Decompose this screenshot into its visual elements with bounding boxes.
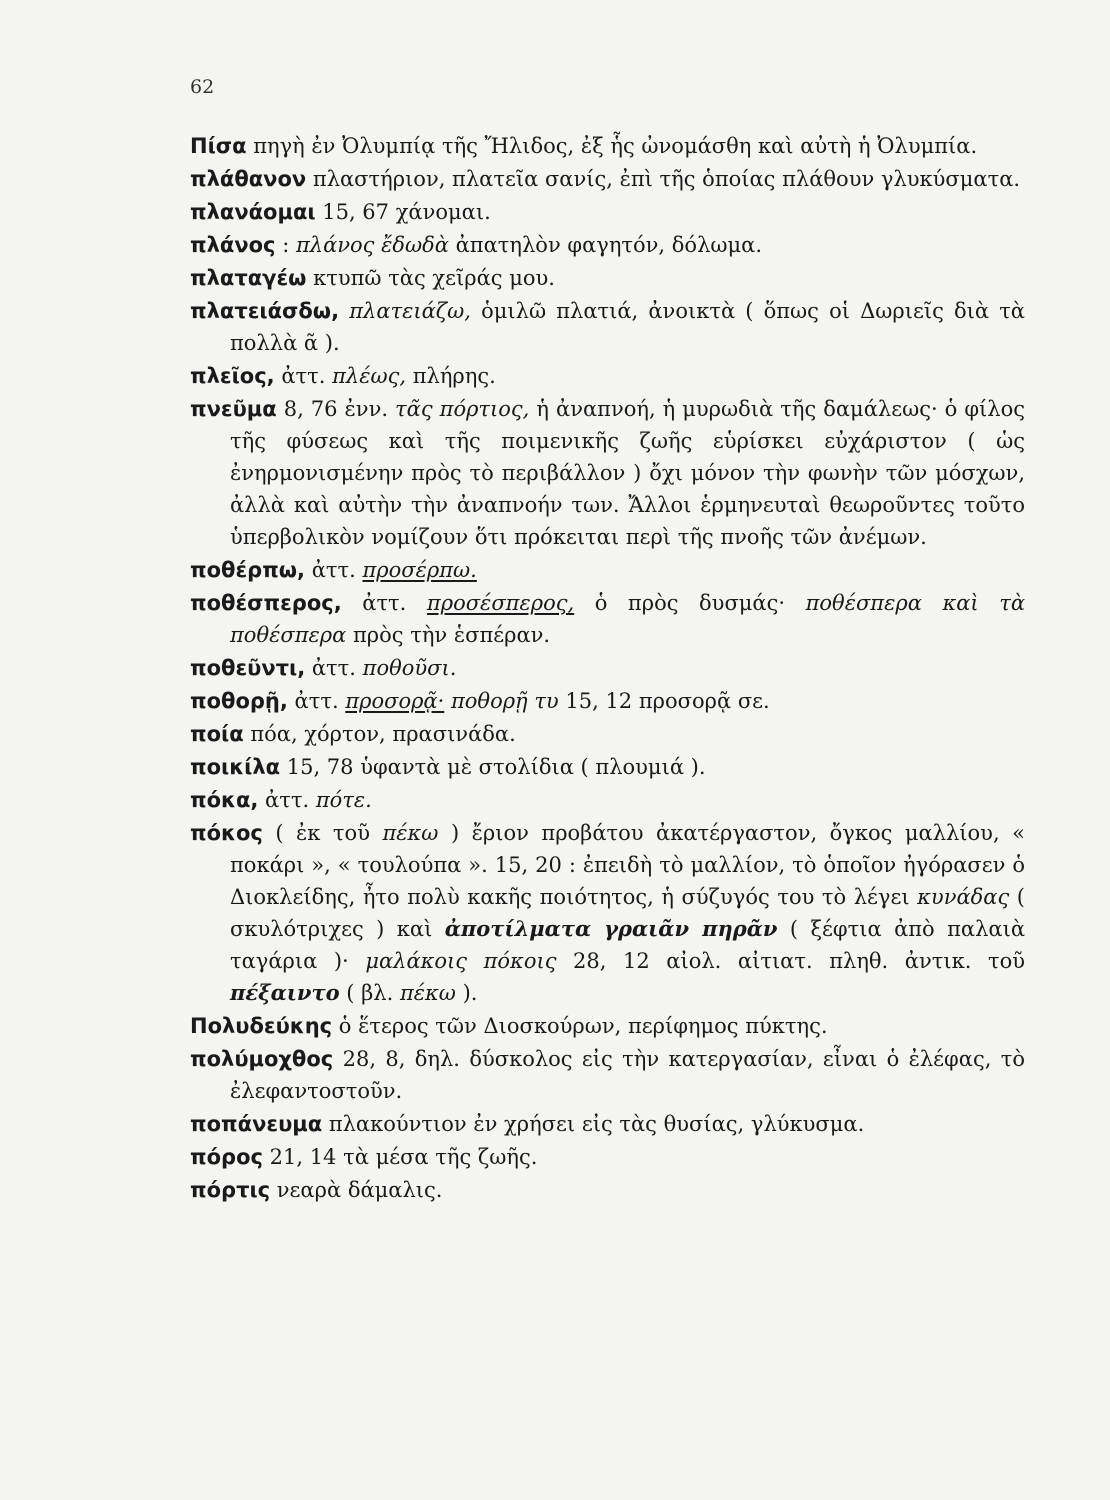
entry-definition-text: : <box>275 233 296 257</box>
entry-definition-text: πλακούντιον ἐν χρήσει εἰς τὰς θυσίας, γλύκυσμα. <box>322 1112 865 1136</box>
glossary-entries <box>190 130 1025 1207</box>
entry-citation-text: κυνάδας <box>917 885 1010 909</box>
glossary-entry <box>190 262 1025 294</box>
entry-citation-text: ποθέσπερα καὶ τὰ ποθέσπερα <box>230 591 1026 647</box>
entry-citation-text: πέκω <box>399 981 456 1005</box>
entry-definition-text: πλαστήριον, πλατεῖα σανίς, ἐπὶ τῆς ὁποίας πλάθουν γλυκύσματα. <box>306 167 1021 191</box>
glossary-entry <box>190 685 1025 717</box>
entry-definition-text: ὁ πρὸς δυσμάς· <box>574 591 806 615</box>
entry-definition-text: ἀττ. <box>341 591 427 615</box>
glossary-entry <box>190 1174 1025 1206</box>
entry-definition-text: ἀττ. <box>258 788 316 812</box>
entry-citation-text: πότε. <box>315 788 372 812</box>
page-number: 62 <box>190 76 215 98</box>
entry-definition-text: ( βλ. <box>339 981 400 1005</box>
glossary-entry <box>190 817 1025 1009</box>
glossary-entry <box>190 163 1025 195</box>
entry-definition-text: 28, 8, δηλ. δύσκολος εἰς τὴν κατεργασίαν, εἶναι ὁ ἐλέφας, τὸ ἐλεφαντοστοῦν. <box>230 1047 1025 1103</box>
entry-definition-text: ὁμιλῶ πλατιά, ἀνοικτὰ ( ὅπως οἱ Δωριεῖς διὰ τὰ πολλὰ ᾶ ). <box>230 299 1025 355</box>
glossary-entry <box>190 196 1025 228</box>
entry-definition-text: 15, 67 χάνομαι. <box>315 200 491 224</box>
entry-citation-text: πλέως, <box>332 364 407 388</box>
entry-definition-text: ἀττ. <box>305 558 363 582</box>
entry-headword: πνεῦμα <box>190 397 277 421</box>
entry-definition-text: ἡ ἀναπνοή, ἡ μυρωδιὰ τῆς δαμάλεως· ὁ φίλος τῆς φύσεως καὶ τῆς ποιμενικῆς ζωῆς εὑρίσκει εὐχάριστον ( ὡς ἐνηρμονισμένην πρὸς τὸ περιβάλλον ) ὄχι μόνον τὴν φωνὴν τῶν μόσχων, ἀλλὰ καὶ αὐτὴν τὴν ἀναπνοήν των. Ἄλλοι ἑρμηνευταὶ θεωροῦντες τοῦτο ὑπερβολικὸν νομίζουν ὅτι πρόκειται περὶ τῆς πνοῆς τῶν ἀνέμων. <box>230 397 1026 549</box>
entry-headword: πλάθανον <box>190 167 307 191</box>
entry-headword: Πίσα <box>190 134 247 158</box>
entry-headword: ποία <box>190 722 244 746</box>
entry-headword: πλεῖος, <box>190 364 275 388</box>
entry-headword: πολύμοχθος <box>190 1047 334 1071</box>
entry-headword: πόκος <box>190 821 263 845</box>
entry-definition-text: ἀττ. <box>305 656 363 680</box>
entry-definition-text: ὁ ἕτερος τῶν Διοσκούρων, περίφημος πύκτης. <box>332 1014 828 1038</box>
entry-definition-text: πηγὴ ἐν Ὀλυμπίᾳ τῆς Ἤλιδος, ἐξ ἧς ὠνομάσθη καὶ αὐτὴ ἡ Ὀλυμπία. <box>246 134 978 158</box>
entry-citation-text: ποθορῇ τυ <box>450 689 559 713</box>
glossary-entry <box>190 295 1025 359</box>
entry-definition-text: νεαρὰ δάμαλις. <box>270 1178 443 1202</box>
entry-citation-text: προσέσπερος, <box>426 591 575 615</box>
entry-definition-text: ) ἔριον προβάτου ἀκατέργαστον, ὄγκος μαλλίου, « ποκάρι », « τουλούπα ». 15, 20 : ἐπειδὴ τὸ μαλλίον, τὸ ὁποῖον ἠγόρασεν ὁ Διοκλείδης, ἦτο πολὺ κακῆς ποιότητος, ἡ σύζυγός του τὸ λέγει <box>230 821 1025 909</box>
glossary-entry <box>190 784 1025 816</box>
entry-definition-text: πόα, χόρτον, πρασινάδα. <box>243 722 516 746</box>
glossary-entry <box>190 393 1025 553</box>
entry-definition-text: ἀττ. <box>287 689 346 713</box>
entry-headword: πλάνος <box>190 233 276 257</box>
entry-definition-text: 15, 12 προσορᾷ σε. <box>558 689 770 713</box>
glossary-entry <box>190 360 1025 392</box>
entry-citation-text: πέκω <box>382 821 439 845</box>
entry-citation-text: πλάνος ἔδωδὰ <box>295 233 449 257</box>
entry-definition-text: ). <box>455 981 478 1005</box>
entry-citation-text: τᾶς πόρτιος, <box>395 397 530 421</box>
entry-headword: πλαταγέω <box>190 266 307 290</box>
glossary-entry <box>190 229 1025 261</box>
entry-citation-text: ποθοῦσι. <box>362 656 457 680</box>
entry-headword: πλανάομαι <box>190 200 316 224</box>
entry-headword: ποθέσπερος, <box>190 591 342 615</box>
entry-definition-text <box>444 689 451 713</box>
entry-definition-text: κτυπῶ τὰς χεῖράς μου. <box>306 266 555 290</box>
entry-citation-text: προσορᾷ· <box>345 689 445 713</box>
entry-citation-text: πλατειάζω, <box>349 299 471 323</box>
entry-headword: ποθέρπω, <box>190 558 306 582</box>
glossary-entry <box>190 554 1025 586</box>
entry-definition-text: ( ξέφτια ἀπὸ παλαιὰ ταγάρια )· <box>230 917 1025 973</box>
glossary-entry <box>190 587 1025 651</box>
entry-definition-text: ( σκυλότριχες ) καὶ <box>230 885 1025 941</box>
entry-definition-text: ἀπατηλὸν φαγητόν, δόλωμα. <box>448 233 763 257</box>
entry-definition-text <box>339 299 349 323</box>
entry-citation-text: πέξαιντο <box>230 980 340 1005</box>
entry-definition-text: ( ἐκ τοῦ <box>262 821 383 845</box>
entry-definition-text: 15, 78 ὑφαντὰ μὲ στολίδια ( πλουμιά ). <box>280 755 706 779</box>
glossary-entry <box>190 130 1025 162</box>
entry-headword: Πολυδεύκης <box>190 1014 333 1038</box>
entry-definition-text: 21, 14 τὰ μέσα τῆς ζωῆς. <box>262 1145 538 1169</box>
entry-definition-text: 8, 76 ἐνν. <box>276 397 396 421</box>
entry-headword: ποικίλα <box>190 755 281 779</box>
glossary-entry <box>190 1043 1025 1107</box>
entry-headword: πόρος <box>190 1145 263 1169</box>
entry-citation-text: μαλάκοις πόκοις <box>365 949 557 973</box>
glossary-entry <box>190 718 1025 750</box>
entry-definition-text: πλήρης. <box>406 364 496 388</box>
glossary-entry <box>190 1108 1025 1140</box>
entry-headword: πόκα, <box>190 788 259 812</box>
entry-citation-text: ἀποτίλματα γραιᾶν πηρᾶν <box>444 916 778 941</box>
entry-definition-text: 28, 12 αἰολ. αἰτιατ. πληθ. ἀντικ. τοῦ <box>556 949 1025 973</box>
glossary-entry <box>190 652 1025 684</box>
entry-definition-text: πρὸς τὴν ἑσπέραν. <box>346 623 551 647</box>
entry-definition-text: ἀττ. <box>274 364 333 388</box>
entry-headword: ποπάνευμα <box>190 1112 323 1136</box>
entry-headword: πλατειάσδω, <box>190 299 340 323</box>
entry-citation-text: προσέρπω. <box>362 558 477 582</box>
entry-headword: πόρτις <box>190 1178 271 1202</box>
glossary-entry <box>190 1141 1025 1173</box>
entry-headword: ποθορῇ, <box>190 689 288 713</box>
entry-headword: ποθεῦντι, <box>190 656 306 680</box>
glossary-entry <box>190 1010 1025 1042</box>
glossary-entry <box>190 751 1025 783</box>
